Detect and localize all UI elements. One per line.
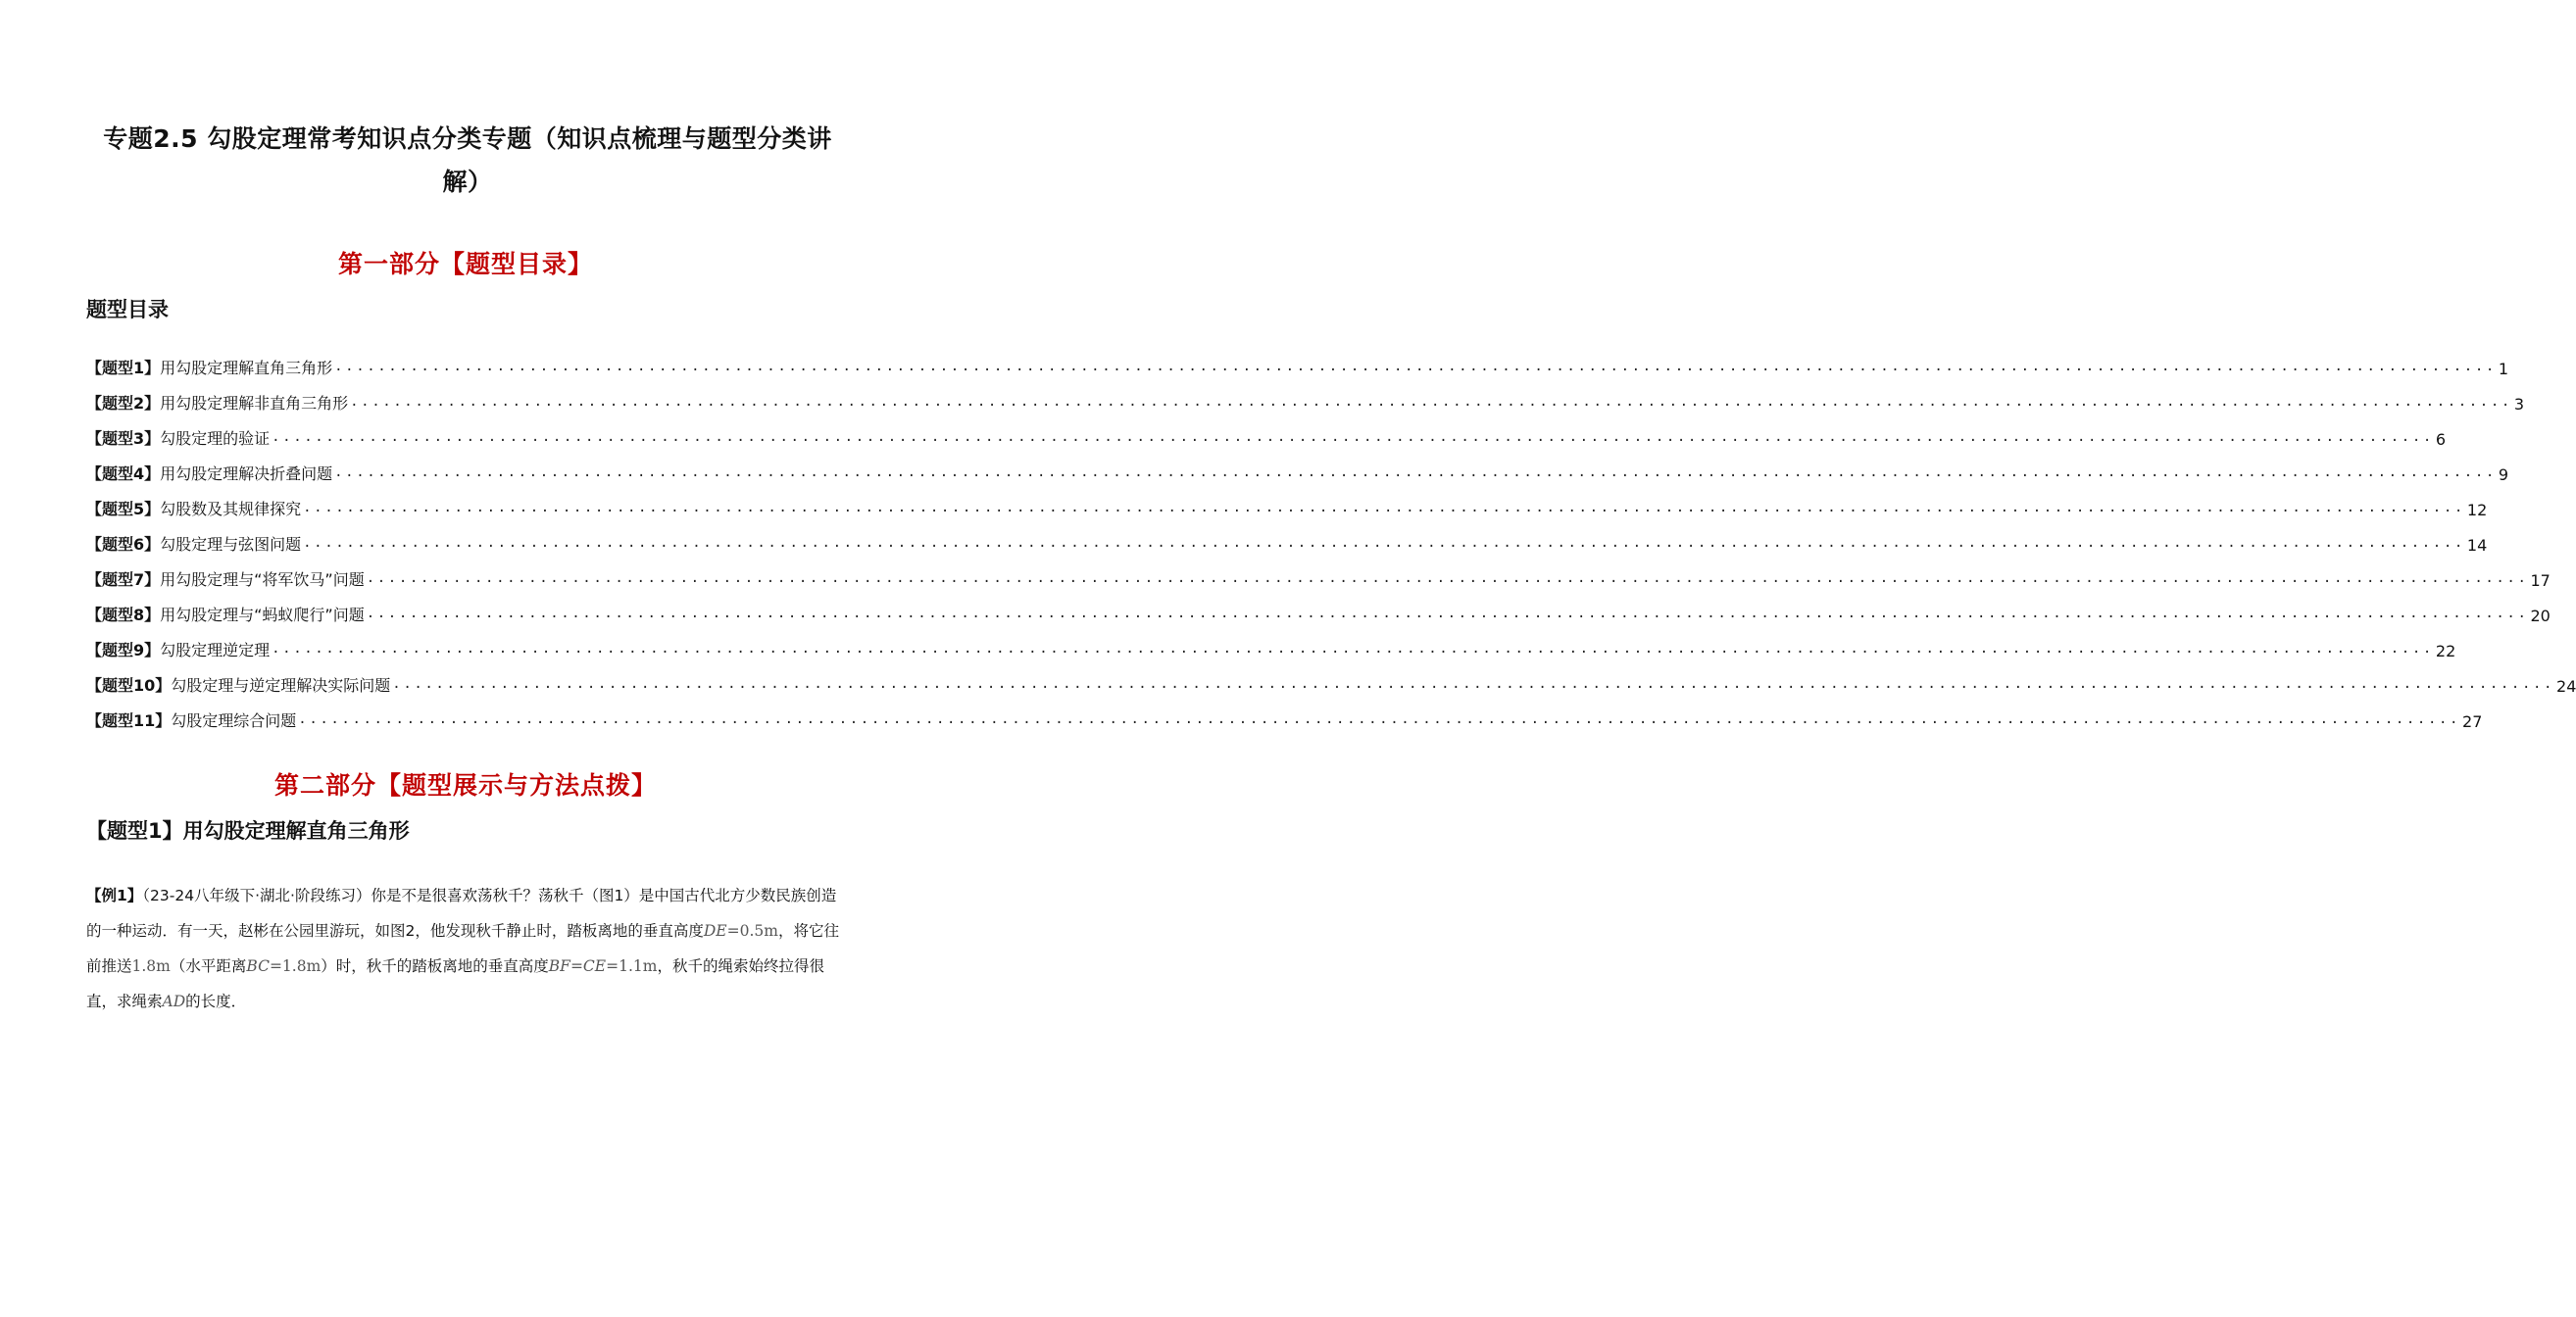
math-var: DE xyxy=(703,921,727,940)
math-value: =1.8m xyxy=(269,956,322,975)
toc-entry-text: 勾股定理逆定理 xyxy=(160,641,271,659)
toc-entry-tag: 【题型1】 xyxy=(86,359,161,377)
toc-entry-tag: 【题型10】 xyxy=(86,676,172,695)
section-heading: 【题型1】用勾股定理解直角三角形 xyxy=(86,819,410,843)
toc-entry-page: 24 xyxy=(2556,677,2576,696)
toc-entry-page: 12 xyxy=(2466,501,2488,519)
toc-entry-label xyxy=(86,356,332,378)
toc-entry-label xyxy=(86,673,390,696)
toc-entry-text: 勾股定理的验证 xyxy=(160,429,271,448)
toc-entry-tag: 【题型4】 xyxy=(86,464,161,483)
toc-entry-page: 1 xyxy=(2498,360,2509,378)
toc-entry-tag: 【题型5】 xyxy=(86,500,161,518)
example-text: 的长度． xyxy=(185,992,247,1010)
toc-entry[interactable] xyxy=(86,414,2447,449)
toc-entry[interactable] xyxy=(86,590,2551,625)
toc-entry-text: 用勾股定理解直角三角形 xyxy=(160,359,333,377)
toc-entry-page: 17 xyxy=(2530,571,2551,590)
document-title-line-1: 专题2.5 勾股定理常考知识点分类专题（知识点梳理与题型分类讲 xyxy=(103,124,832,153)
toc-entry-text: 勾股定理综合问题 xyxy=(171,711,297,730)
example-text: （水平距离 xyxy=(170,956,247,975)
toc-entry-label xyxy=(86,391,348,414)
toc-entry-page: 14 xyxy=(2466,536,2488,555)
toc-entry[interactable] xyxy=(86,555,2551,590)
toc-leader-dots: ........................................................................................................................................................................................................ xyxy=(272,641,2434,657)
toc-leader-dots: ........................................................................................................................................................................................................ xyxy=(366,570,2529,586)
toc-entry[interactable] xyxy=(86,378,2525,414)
toc-entry[interactable] xyxy=(86,660,2576,696)
toc-leader-dots: ........................................................................................................................................................................................................ xyxy=(272,429,2434,445)
toc-entry-text: 勾股定理与弦图问题 xyxy=(160,535,302,554)
math-value: =1.1m xyxy=(606,956,658,975)
example-text: ）时，秋千的踏板离地的垂直高度 xyxy=(321,956,549,975)
toc-entry-label xyxy=(86,567,365,590)
example-text: （23-24八年级下·湖北·阶段练习）你是不是很喜欢荡秋千？荡秋千（图1）是中国古代北方少数民族创造的一种运动．有一天，赵彬在公园里游玩，如图2，他发现秋千静止时，踏板离地的垂直高度 xyxy=(86,886,837,940)
toc-entry-text: 用勾股定理与“将军饮马”问题 xyxy=(160,570,365,589)
toc-title: 题型目录 xyxy=(86,298,169,321)
toc-entry-page: 20 xyxy=(2530,607,2551,625)
toc-entry-tag: 【题型7】 xyxy=(86,570,161,589)
example-label: 【例1】 xyxy=(86,886,143,904)
toc-entry[interactable] xyxy=(86,449,2509,484)
toc-entry[interactable] xyxy=(86,625,2456,660)
toc-entry-page: 27 xyxy=(2462,712,2483,731)
toc-entry-label xyxy=(86,708,296,731)
toc-entry-page: 22 xyxy=(2435,642,2456,660)
toc-leader-dots: ........................................................................................................................................................................................................ xyxy=(334,359,2497,374)
toc-entry-page: 9 xyxy=(2498,465,2509,484)
toc-entry-label xyxy=(86,603,365,625)
toc-entry[interactable] xyxy=(86,519,2488,555)
toc-entry-label xyxy=(86,462,332,484)
toc-entry-tag: 【题型6】 xyxy=(86,535,161,554)
toc-leader-dots: ........................................................................................................................................................................................................ xyxy=(298,711,2461,727)
toc-leader-dots: ........................................................................................................................................................................................................ xyxy=(303,535,2465,551)
toc-entry[interactable] xyxy=(86,343,2509,378)
toc-entry-label xyxy=(86,426,270,449)
math-var: BF=CE xyxy=(548,956,607,975)
toc-entry-tag: 【题型2】 xyxy=(86,394,161,413)
toc-entry[interactable] xyxy=(86,696,2483,731)
toc-leader-dots: ........................................................................................................................................................................................................ xyxy=(334,464,2497,480)
toc-entry-label xyxy=(86,497,301,519)
part-two-heading: 第二部分【题型展示与方法点拨】 xyxy=(273,771,657,800)
toc-entry-tag: 【题型3】 xyxy=(86,429,161,448)
document-title-line-2: 解） xyxy=(442,168,493,196)
toc-entry-tag: 【题型8】 xyxy=(86,606,161,624)
math-var: AD xyxy=(162,992,186,1010)
toc-entry-text: 勾股定理与逆定理解决实际问题 xyxy=(171,676,391,695)
toc-entry-text: 用勾股定理解非直角三角形 xyxy=(160,394,349,413)
toc-leader-dots: ........................................................................................................................................................................................................ xyxy=(392,676,2555,692)
math-value: =0.5m xyxy=(726,921,778,940)
toc-entry-tag: 【题型11】 xyxy=(86,711,172,730)
toc-leader-dots: ........................................................................................................................................................................................................ xyxy=(303,500,2465,515)
toc-entry-text: 用勾股定理与“蚂蚁爬行”问题 xyxy=(160,606,365,624)
toc-leader-dots: ........................................................................................................................................................................................................ xyxy=(350,394,2512,410)
table-of-contents xyxy=(86,343,2576,731)
example-text: ，将它往前推送 xyxy=(86,921,839,975)
toc-entry-page: 3 xyxy=(2513,395,2525,414)
example-text: ，秋千的绳索始终拉得很直，求绳索 xyxy=(86,956,824,1010)
toc-entry-text: 用勾股定理解决折叠问题 xyxy=(160,464,333,483)
toc-entry-label xyxy=(86,532,301,555)
math-var: BC xyxy=(246,956,270,975)
toc-entry-tag: 【题型9】 xyxy=(86,641,161,659)
toc-entry[interactable] xyxy=(86,484,2488,519)
document-title xyxy=(90,118,845,204)
toc-entry-label xyxy=(86,638,270,660)
example-1 xyxy=(86,878,851,1019)
part-one-heading: 第一部分【题型目录】 xyxy=(337,250,593,278)
math-value: 1.8m xyxy=(131,956,171,975)
toc-entry-text: 勾股数及其规律探究 xyxy=(160,500,302,518)
toc-leader-dots: ........................................................................................................................................................................................................ xyxy=(366,606,2529,621)
toc-entry-page: 6 xyxy=(2435,430,2447,449)
